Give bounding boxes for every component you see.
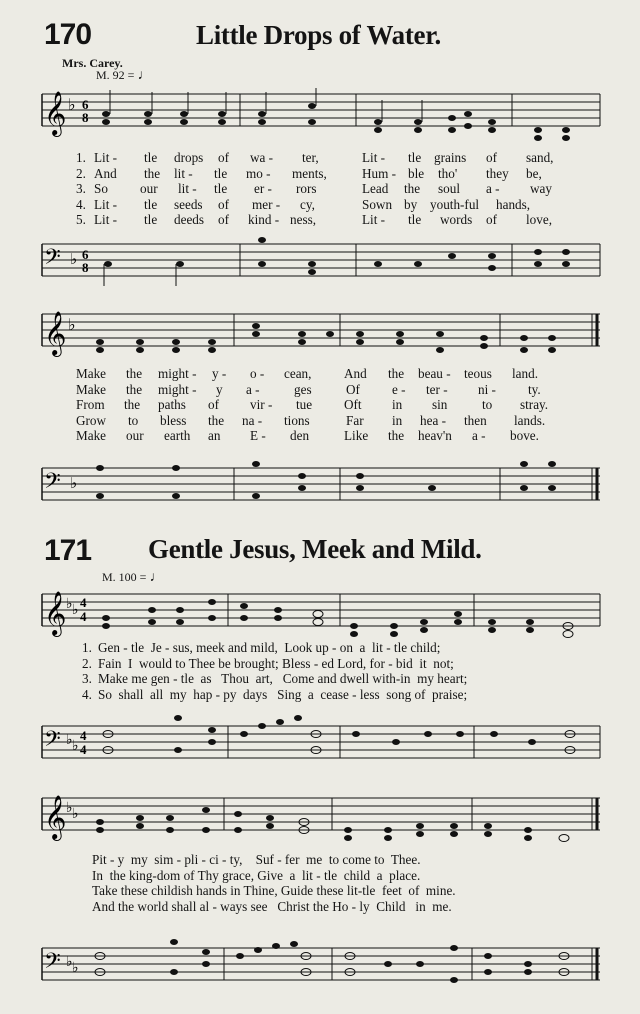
hymn-title: Gentle Jesus, Meek and Mild. xyxy=(148,534,482,564)
hymn-title: Little Drops of Water. xyxy=(196,20,441,50)
svg-text:♭: ♭ xyxy=(68,315,76,334)
staff-treble xyxy=(0,88,640,152)
music-system: 𝄞 ♭ 6 8 𝄢 ♭ 6 8 1. Lit - tle drops of wa - ter, Lit - tle grains of sand, 2. And the lit - tle mo - ments, Hum - ble tho' they be, 3. So our lit - tle er - rors Lead the soul a - way 4. Lit - tle seeds of mer - cy, Sown by youth-ful hands, 5. Lit - tle deeds of kind - ness, Lit - tle words of love, xyxy=(0,80,640,294)
svg-text:♭: ♭ xyxy=(66,800,73,816)
svg-text:4: 4 xyxy=(80,728,87,743)
staff-bass xyxy=(0,938,640,1002)
music-system: 𝄞 ♭ ♭ 𝄢 ♭ ♭ Pit - y my sim - pli - ci - ty, Suf - fer me to come to Thee. In the king-dom of Thy grace, Give a lit - tle child a place. Take these childish hands in Thine, Guide these lit-tle feet of mine. And the world shall al - ways see Christ the Ho - ly Child in me. xyxy=(0,780,640,1006)
svg-text:♭: ♭ xyxy=(72,738,79,754)
staff-bass xyxy=(0,236,640,296)
tempo-text: M. 100 = xyxy=(102,570,147,584)
svg-text:6: 6 xyxy=(82,97,89,112)
svg-text:♭: ♭ xyxy=(66,596,73,612)
music-system: 𝄞 ♭ ♭ 4 4 𝄢 ♭ ♭ 4 4 1. Gen - tle Je - sus, meek and mild, Look up - on a lit - tle child; 2. Fain I would to Thee be brought; Bless - ed Lord, for - bid it not; 3. Make me gen - tle as Thou art, Come and dwell with-in my heart; 4. So shall all my hap - py days Sing a cease - less song of praise; xyxy=(0,580,640,776)
bass-clef-icon: 𝄢 xyxy=(44,949,61,979)
music-system: 𝄞 ♭ 𝄢 ♭ Make the might - y - o - cean, And the beau - teous land. Make the might - y a - ges Of e - ter - ni - ty. From the paths of vir - tue Oft in sin to stray. Grow to bless the na - tions Far in hea - then lands. Make our earth an E - den Like the heav'n a - bove. xyxy=(0,296,640,518)
bass-clef-icon: 𝄢 xyxy=(44,469,61,499)
svg-text:8: 8 xyxy=(82,260,89,275)
bass-clef-icon: 𝄢 xyxy=(44,245,61,275)
svg-text:♭: ♭ xyxy=(72,806,79,822)
author-credit: Mrs. Carey. xyxy=(62,56,123,70)
staff-bass xyxy=(0,714,640,778)
quarter-note-icon: ♩ xyxy=(137,68,152,83)
staff-bass xyxy=(0,460,640,520)
svg-text:♭: ♭ xyxy=(72,602,79,618)
svg-text:♭: ♭ xyxy=(66,954,73,970)
svg-text:4: 4 xyxy=(80,595,87,610)
treble-clef-icon: 𝄞 xyxy=(44,795,67,839)
hymn-number: 171 xyxy=(44,534,92,567)
svg-text:♭: ♭ xyxy=(70,250,78,268)
hymn-number: 170 xyxy=(44,18,92,51)
staff-treble xyxy=(0,788,640,852)
svg-text:♭: ♭ xyxy=(68,95,76,114)
treble-clef-icon: 𝄞 xyxy=(44,311,67,355)
staff-treble xyxy=(0,584,640,648)
svg-text:♭: ♭ xyxy=(72,960,79,976)
svg-text:♭: ♭ xyxy=(70,474,78,492)
svg-text:4: 4 xyxy=(80,742,87,757)
treble-clef-icon: 𝄞 xyxy=(44,591,67,635)
quarter-note-icon: ♩ xyxy=(149,570,164,585)
bass-clef-icon: 𝄢 xyxy=(44,727,61,757)
svg-text:4: 4 xyxy=(80,609,87,624)
svg-text:6: 6 xyxy=(82,247,89,262)
staff-treble xyxy=(0,304,640,368)
treble-clef-icon: 𝄞 xyxy=(44,91,67,135)
svg-text:♭: ♭ xyxy=(66,732,73,748)
tempo-text: M. 92 = xyxy=(96,68,135,82)
svg-text:8: 8 xyxy=(82,110,89,125)
